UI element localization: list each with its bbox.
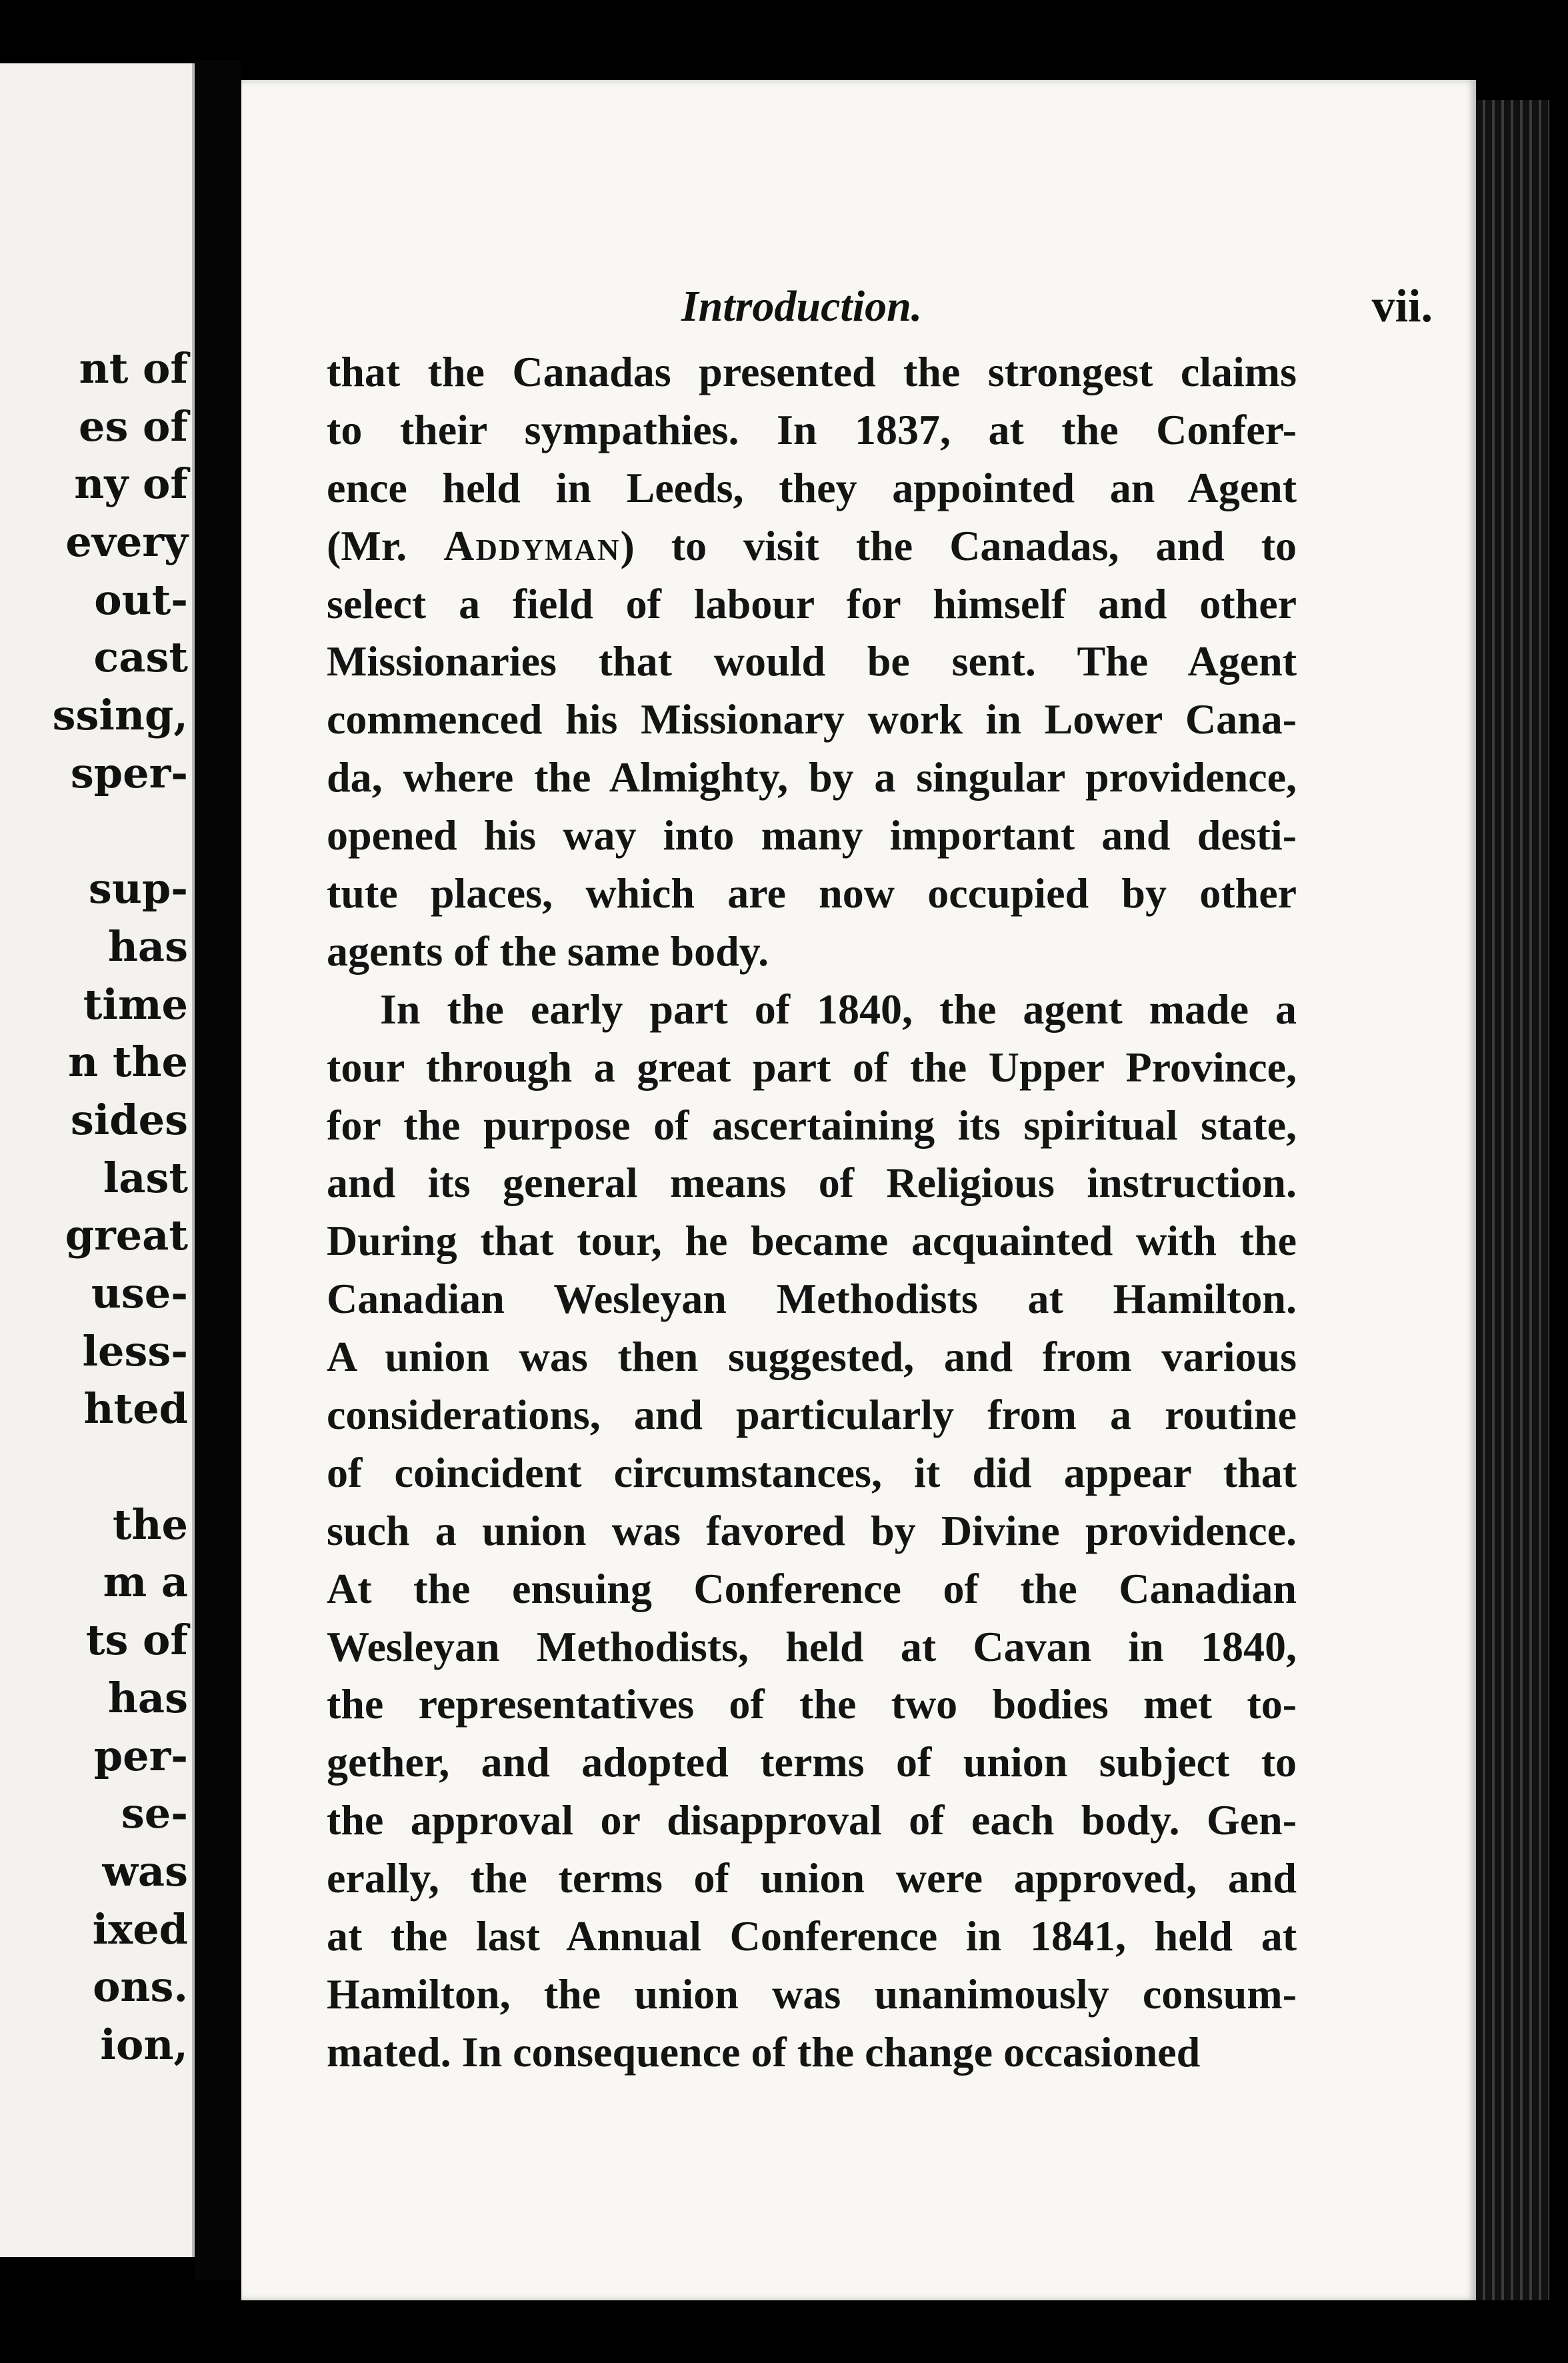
left-page-line: sup- xyxy=(88,864,188,913)
text-line xyxy=(327,517,1297,575)
running-head xyxy=(321,270,1433,343)
text-line: commenced his Missionary work in Lower Cana- xyxy=(327,695,1297,743)
left-page-line: ts of xyxy=(85,1616,188,1665)
left-page-line: the xyxy=(112,1500,188,1549)
left-page-line: sides xyxy=(70,1095,188,1144)
text-line: A union was then suggested, and from various xyxy=(327,1333,1297,1381)
text-line: da, where the Almighty, by a singular providence, xyxy=(327,753,1297,801)
left-page-line: sper- xyxy=(70,748,188,797)
left-page-line: per- xyxy=(93,1731,188,1780)
text-line: at the last Annual Conference in 1841, held at xyxy=(327,1912,1297,1960)
book-gutter xyxy=(195,60,241,2280)
text-segment: ) to visit the Canadas, and to xyxy=(620,521,1297,569)
left-page-line: was xyxy=(102,1846,188,1896)
left-page-line: ssing, xyxy=(52,691,188,740)
text-line: Wesleyan Methodists, held at Cavan in 1840, xyxy=(327,1622,1297,1670)
left-page-line: n the xyxy=(68,1037,188,1087)
text-line: the representatives of the two bodies met to- xyxy=(327,1680,1297,1728)
text-line: such a union was favored by Divine providence. xyxy=(327,1506,1297,1554)
left-page-text xyxy=(1,340,188,2074)
left-page-line: ny of xyxy=(74,459,188,509)
text-line: mated. In consequence of the change occasioned xyxy=(327,2028,1201,2076)
text-line: ence held in Leeds, they appointed an Agent xyxy=(327,463,1297,511)
left-page-line: out- xyxy=(94,575,188,624)
text-line: select a field of labour for himself and other xyxy=(327,579,1297,627)
text-line: that the Canadas presented the strongest claims xyxy=(327,348,1297,395)
left-page-line: has xyxy=(107,1673,188,1722)
left-page-line: es of xyxy=(79,401,188,451)
left-page-line: ion, xyxy=(100,2020,188,2069)
text-line: and its general means of Religious instruction. xyxy=(327,1159,1297,1207)
text-line: opened his way into many important and desti- xyxy=(327,811,1297,859)
text-line: Missionaries that would be sent. The Agent xyxy=(327,637,1297,685)
left-page-line: ons. xyxy=(93,1962,188,2012)
page-edges xyxy=(1476,100,1549,2300)
left-page-line: has xyxy=(107,921,188,971)
page-number: vii. xyxy=(1371,281,1433,332)
left-page-line: last xyxy=(103,1153,188,1202)
text-line: the approval or disapproval of each body. Gen- xyxy=(327,1796,1297,1844)
left-page-line: every xyxy=(65,517,188,567)
left-page-line: time xyxy=(83,979,188,1029)
text-line: of coincident circumstances, it did appear that xyxy=(327,1448,1297,1496)
text-line: During that tour, he became acquainted with the xyxy=(327,1217,1297,1265)
body-text xyxy=(327,343,1297,2082)
left-page-line: great xyxy=(65,1211,188,1260)
left-page-line: se- xyxy=(121,1789,188,1838)
text-line: for the purpose of ascertaining its spiritual state, xyxy=(327,1101,1297,1149)
left-page-line: m a xyxy=(103,1558,188,1607)
text-line: Canadian Wesleyan Methodists at Hamilton. xyxy=(327,1275,1297,1323)
text-line: tour through a great part of the Upper Province, xyxy=(327,1043,1297,1091)
text-line: tute places, which are now occupied by other xyxy=(327,869,1297,917)
left-page-line: use- xyxy=(91,1269,188,1318)
left-page-line: hted xyxy=(83,1384,188,1434)
left-page-line xyxy=(1,1438,188,1496)
text-line: considerations, and particularly from a routine xyxy=(327,1391,1297,1439)
left-page-line xyxy=(1,803,188,861)
left-page-line: ixed xyxy=(92,1904,188,1954)
right-page xyxy=(241,80,1476,2300)
text-line: to their sympathies. In 1837, at the Confer- xyxy=(327,405,1297,453)
left-page-line: cast xyxy=(93,633,188,682)
text-line: agents of the same body. xyxy=(327,927,769,975)
text-segment: (Mr. xyxy=(327,521,444,569)
left-page-line: less- xyxy=(82,1326,188,1376)
left-page-line: nt of xyxy=(79,344,188,393)
name-small-caps: Addyman xyxy=(443,521,621,569)
text-line: gether, and adopted terms of union subject to xyxy=(327,1738,1297,1786)
running-head-title: Introduction. xyxy=(681,282,923,331)
text-line: erally, the terms of union were approved, and xyxy=(327,1854,1297,1902)
text-line: At the ensuing Conference of the Canadian xyxy=(327,1564,1297,1612)
text-line: In the early part of 1840, the agent made a xyxy=(380,985,1297,1033)
left-facing-page xyxy=(0,63,195,2257)
text-line: Hamilton, the union was unanimously consum- xyxy=(327,1970,1297,2018)
